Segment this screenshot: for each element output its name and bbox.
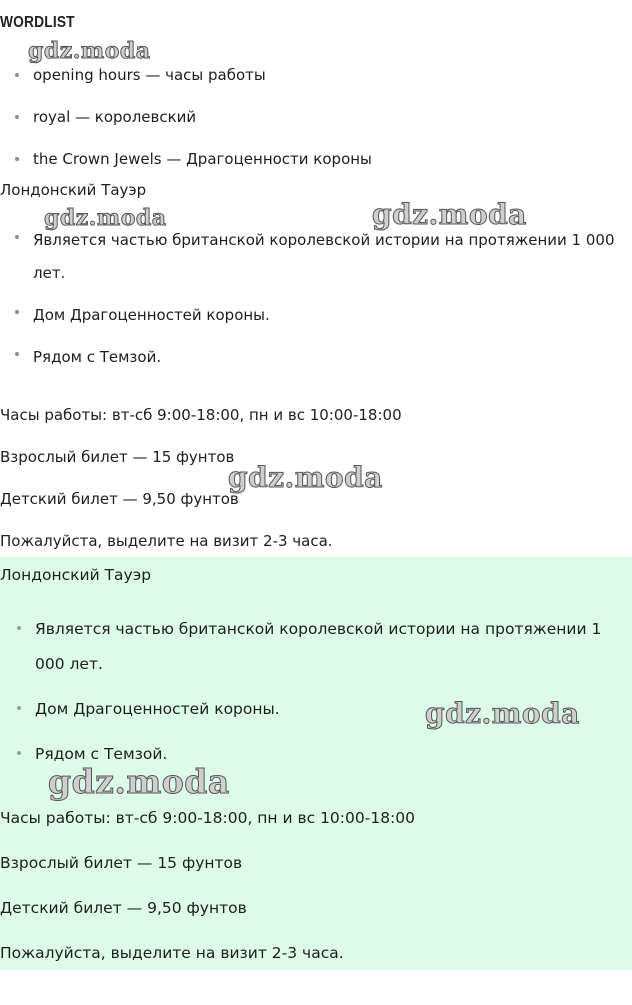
fact-text: Дом Драгоценностей короны. xyxy=(33,306,270,324)
fact-item xyxy=(0,737,625,772)
wordlist-entry: royal — королевский xyxy=(33,108,197,126)
child-ticket-text: Детский билет — 9,50 фунтов xyxy=(0,899,247,917)
fact-item xyxy=(0,224,615,290)
wordlist-entry: opening hours — часы работы xyxy=(33,66,266,84)
fact-text: Является частью британской королевской истории на протяжении 1 000 лет. xyxy=(33,231,615,282)
watermark: gdz.moda xyxy=(228,461,383,494)
watermark: gdz.moda xyxy=(425,697,580,730)
bullet-icon xyxy=(15,115,19,119)
opening-hours-text: Часы работы: вт-сб 9:00-18:00, пн и вс 10:00-18:00 xyxy=(0,809,416,827)
opening-hours-text: Часы работы: вт-сб 9:00-18:00, пн и вс 10:00-18:00 xyxy=(0,406,402,424)
card-title: Лондонский Тауэр xyxy=(0,181,147,199)
watermark: gdz.moda xyxy=(372,198,527,231)
wordlist xyxy=(0,62,620,188)
bullet-icon xyxy=(15,310,19,314)
visit-duration-text: Пожалуйста, выделите на визит 2-3 часа. xyxy=(0,944,344,962)
highlighted-card xyxy=(0,557,632,970)
fact-item xyxy=(0,341,615,374)
child-ticket-text: Детский билет — 9,50 фунтов xyxy=(0,490,239,508)
fact-text: Является частью британской королевской истории на протяжении 1 000 лет. xyxy=(35,620,602,673)
bullet-icon xyxy=(15,235,19,239)
wordlist-entry: the Crown Jewels — Драгоценности короны xyxy=(33,150,372,168)
bullet-icon xyxy=(15,352,19,356)
fact-text: Рядом с Темзой. xyxy=(35,745,168,763)
bullet-icon xyxy=(15,157,19,161)
watermark: gdz.moda xyxy=(28,38,151,64)
bullet-icon xyxy=(17,751,21,755)
watermark: gdz.moda xyxy=(44,205,167,231)
fact-item xyxy=(0,299,615,332)
fact-item xyxy=(0,692,625,727)
fact-list xyxy=(0,612,625,782)
fact-text: Дом Драгоценностей короны. xyxy=(35,700,280,718)
bullet-icon xyxy=(15,73,19,77)
list-item xyxy=(0,104,620,146)
fact-text: Рядом с Темзой. xyxy=(33,348,162,366)
card-title: Лондонский Тауэр xyxy=(0,566,152,584)
watermark: gdz.moda xyxy=(48,762,230,801)
bullet-icon xyxy=(17,626,21,630)
adult-ticket-text: Взрослый билет — 15 фунтов xyxy=(0,448,235,466)
bullet-icon xyxy=(17,706,21,710)
fact-list xyxy=(0,224,615,383)
fact-item xyxy=(0,612,625,682)
list-item xyxy=(0,62,620,104)
visit-duration-text: Пожалуйста, выделите на визит 2-3 часа. xyxy=(0,532,333,550)
adult-ticket-text: Взрослый билет — 15 фунтов xyxy=(0,854,243,872)
wordlist-heading: WORDLIST xyxy=(0,14,75,31)
